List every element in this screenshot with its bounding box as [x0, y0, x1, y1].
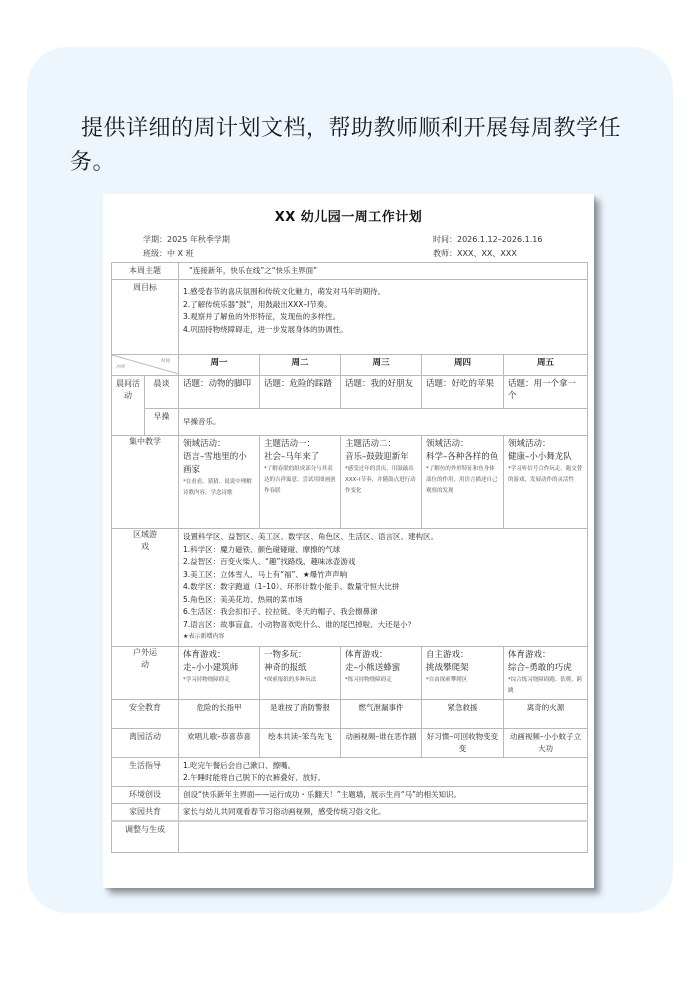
leaving-label: 离园活动: [112, 728, 179, 757]
goals-row: [112, 280, 588, 355]
area-line: 7.语言区：故事盲盒、小动物喜欢吃什么、谁的尾巴掉啦、大还是小？: [183, 619, 416, 629]
theme-value: “连接新年，快乐在线”之“快乐主界面”: [179, 263, 588, 280]
document-title: XX 幼儿园一周工作计划: [274, 210, 423, 225]
life-guidance-row: [112, 757, 588, 786]
weekly-plan-table: [111, 262, 588, 853]
outdoor-cell: [504, 646, 588, 699]
morning-activity-label: 晨间活动: [112, 376, 145, 436]
activity-title: 科学–各种各样的鱼: [426, 452, 499, 462]
activity-type: 体育游戏：: [183, 649, 226, 660]
adjustment-value: [179, 821, 588, 853]
morning-talk-label: 晨谈: [145, 376, 179, 409]
activity-title: 语言–雪地里的小画家: [183, 452, 247, 475]
environment-value: 创设“快乐新年主界面——运行成功・乐翻天！”主题墙，展示生肖“马”的相关知识。: [179, 786, 588, 803]
activity-title: 社会–马年来了: [264, 452, 320, 462]
area-games-row: [112, 529, 588, 647]
area-line: 6.生活区：我会扣扣子、拉拉链、冬天的帽子、我会擦鼻涕: [183, 607, 378, 616]
teacher-info: 教师：XXX、XX、XXX: [433, 249, 517, 258]
safety-cell: 燃气泄漏事件: [341, 699, 422, 728]
corner-time-label: 时间: [161, 359, 170, 364]
day-header: 周二: [260, 355, 341, 376]
activity-type: 体育游戏：: [508, 649, 551, 660]
activity-title: 综合–勇敢的巧虎: [508, 662, 572, 673]
teaching-cell: [179, 436, 260, 529]
corner-content-label: 内容: [116, 365, 125, 370]
activity-title: 神奇的报纸: [264, 662, 307, 673]
morning-talk-row: [112, 376, 588, 409]
activity-note: *练习持物绕障碍走: [345, 676, 392, 683]
activity-note: *学习听信号合作玩走、跑交替的游戏，发展动作的灵活性: [508, 466, 583, 483]
activity-title: 走–小熊送蜂蜜: [345, 662, 401, 673]
morning-exercise-label: 早操: [145, 409, 179, 436]
activity-note: *探索报纸的多种玩法: [264, 676, 317, 683]
environment-label: 环境创设: [112, 786, 179, 803]
theme-label: 本周主题: [112, 263, 179, 280]
goal-item: 1.感受春节的喜庆氛围和传统文化魅力，萌发对马年的期待。: [183, 287, 386, 296]
outdoor-row: [112, 646, 588, 699]
area-line: 5.角色区：美美花坊、热闹的菜市场: [183, 594, 303, 604]
goal-item: 3.观察并了解鱼的外形特征，发现鱼的多样性。: [183, 312, 341, 321]
area-line: 设置科学区、益智区、美工区、数学区、角色区、生活区、语言区、建构区。: [183, 532, 438, 541]
life-line: 1.吃完午餐后会自己漱口、擦嘴。: [183, 760, 296, 770]
talk-cell: 话题：用一个拿一个: [504, 376, 588, 409]
theme-row: [112, 263, 588, 280]
home-school-label: 家园共育: [112, 803, 179, 821]
activity-type: 领域活动：: [426, 439, 469, 449]
environment-row: [112, 786, 588, 803]
goals-label: 周目标: [112, 280, 179, 355]
area-footnote: ★表示新增内容: [183, 633, 225, 640]
life-guidance-label: 生活指导: [112, 757, 179, 786]
activity-note: *感受过年的喜庆，用鼓敲出XXX–I节奏，并随鼓点进行动作变化: [345, 466, 416, 494]
leaving-cell: 绘本共读–笨鸟先飞: [260, 728, 341, 757]
home-school-row: [112, 803, 588, 821]
outdoor-cell: [179, 646, 260, 699]
day-header: 周一: [179, 355, 260, 376]
goal-item: 4.巩固持物绕障碍走，进一步发展身体的协调性。: [183, 324, 348, 334]
teaching-cell: [504, 436, 588, 529]
leaving-cell: 欢唱儿歌–恭喜恭喜: [179, 728, 260, 757]
term-info: 学期：2025 年秋季学期: [143, 235, 230, 244]
talk-cell: 话题：动物的脚印: [179, 376, 260, 409]
area-games-content: [179, 529, 588, 647]
teaching-cell: [341, 436, 422, 529]
area-line: 4.数学区：数字跑道（1–10）、环形计数小能手、数量守恒大比拼: [183, 582, 400, 591]
activity-type: 领域活动：: [183, 439, 226, 449]
leaving-cell: 动画视频–小小蚊子立大功: [504, 728, 588, 757]
adjustment-row: [112, 821, 588, 853]
life-line: 2.午睡时能将自己脱下的衣裤叠好、放好。: [183, 772, 326, 782]
activity-note: *了解鱼的外形特征和鱼身体部位的作用，用语言描述自己观察的发现: [426, 466, 498, 494]
day-header: 周五: [504, 355, 588, 376]
leaving-cell: 好习惯–可回收物变变变: [422, 728, 504, 757]
activity-type: 主题活动二：: [345, 439, 397, 449]
activity-note: *在看看、猜猜、说说中理解诗歌内容，学念诗歌: [183, 479, 252, 496]
safety-label: 安全教育: [112, 699, 179, 728]
class-info: 班级：中 X 班: [143, 249, 194, 258]
activity-type: 体育游戏：: [345, 649, 388, 660]
activity-title: 走–小小建筑师: [183, 662, 239, 673]
talk-cell: 话题：我的好朋友: [341, 376, 422, 409]
outdoor-cell: [260, 646, 341, 699]
activity-note: *了解春联的组成部分与其表达的吉祥寓意，尝试用图画创作春联: [264, 466, 336, 494]
document-page: [103, 194, 594, 888]
headline: 提供详细的周计划文档，帮助教师顺利开展每周教学任务。: [70, 116, 622, 175]
area-line: 1.科学区：魔力磁铁、颜色碰碰碰、摩擦的气球: [183, 544, 341, 554]
safety-cell: 是谁按了消防警报: [260, 699, 341, 728]
teaching-cell: [260, 436, 341, 529]
activity-title: 挑战攀爬架: [426, 662, 469, 673]
safety-cell: 离奇的火源: [504, 699, 588, 728]
activity-type: 主题活动一：: [264, 439, 316, 449]
safety-cell: 危险的长指甲: [179, 699, 260, 728]
outdoor-label: 户外运动: [112, 646, 179, 699]
goals-list: [179, 280, 588, 355]
activity-type: 一物多玩：: [264, 649, 307, 660]
outdoor-cell: [341, 646, 422, 699]
life-guidance-content: [179, 757, 588, 786]
activity-type: 自主游戏：: [426, 649, 469, 660]
activity-note: *综合练习绕障碍跑、钻爬、跨跳: [508, 676, 583, 694]
activity-type: 领域活动：: [508, 439, 551, 449]
morning-exercise-row: [112, 409, 588, 436]
activity-note: *学习持物绕障碍走: [183, 676, 230, 683]
area-games-label: 区域游戏: [112, 529, 179, 647]
corner-header: [112, 355, 179, 376]
morning-exercise-value: 早操音乐。: [179, 409, 588, 436]
safety-cell: 紧急救援: [422, 699, 504, 728]
area-line: 3.美工区：立体雪人、马上有“福”、★爆竹声声响: [183, 569, 348, 579]
activity-title: 健康–小小舞龙队: [508, 452, 572, 462]
teaching-row: [112, 436, 588, 529]
leaving-cell: 动画视频–谁在恶作剧: [341, 728, 422, 757]
day-header: 周三: [341, 355, 422, 376]
activity-note: *自由探索攀爬区: [426, 676, 468, 683]
leaving-row: [112, 728, 588, 757]
home-school-value: 家长与幼儿共同观看春节习俗动画视频，感受传统习俗文化。: [179, 803, 588, 821]
talk-cell: 话题：危险的踩踏: [260, 376, 341, 409]
activity-title: 音乐–鼓鼓迎新年: [345, 452, 409, 462]
adjustment-label: 调整与生成: [112, 821, 179, 853]
time-info: 时间：2026.1.12–2026.1.16: [433, 235, 543, 244]
outdoor-cell: [422, 646, 504, 699]
goal-item: 2.了解传统乐器“鼓”，用鼓敲出XXX–I节奏。: [183, 299, 332, 309]
safety-row: [112, 699, 588, 728]
area-line: 2.益智区：百变火柴人、“趣”找路线、趣味冰壶游戏: [183, 557, 356, 566]
teaching-cell: [422, 436, 504, 529]
day-header: 周四: [422, 355, 504, 376]
teaching-label: 集中教学: [112, 436, 179, 529]
day-header-row: [112, 355, 588, 376]
talk-cell: 话题：好吃的苹果: [422, 376, 504, 409]
